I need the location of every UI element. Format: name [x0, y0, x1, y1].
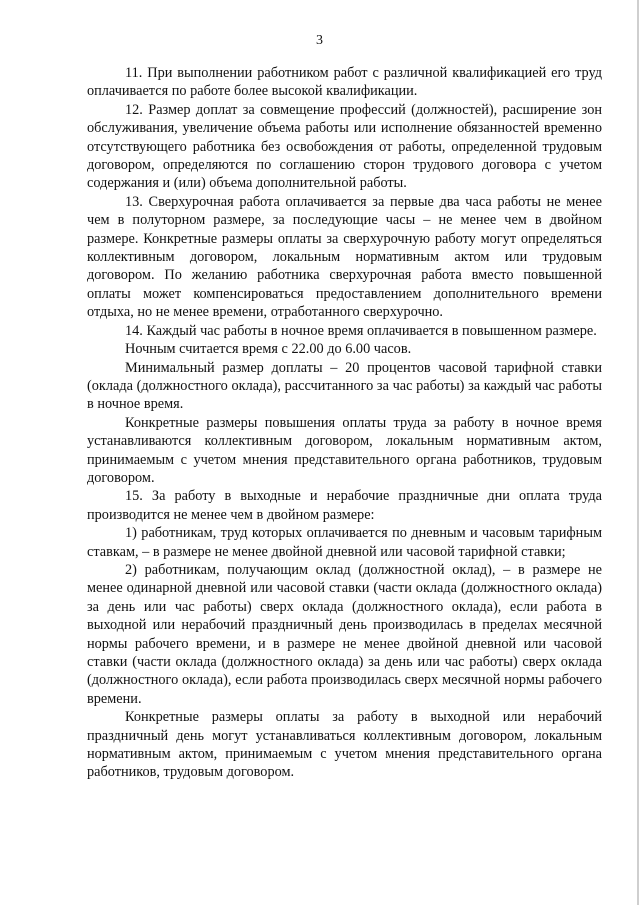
paragraph-15: 15. За работу в выходные и нерабочие праздничные дни оплата труда производится не менее чем в двойном размере:: [87, 488, 602, 523]
page-number: 3: [316, 33, 323, 48]
paragraph-14: 14. Каждый час работы в ночное время оплачивается в повышенном размере.: [125, 322, 597, 339]
paragraph-12: 12. Размер доплат за совмещение профессий (должностей), расширение зон обслуживания, увеличение объема работы или исполнение обязанностей временно отсутствующего работника без освобождения от работы, определенной трудовым договором, определяются по соглашению сторон трудового договора с учетом содержания и (или) объема дополнительной работы.: [87, 101, 602, 192]
list-item-2: 2) работникам, получающим оклад (должностной оклад), – в размере не менее одинарной дневной или часовой ставки (части оклада (должностного оклада) за день или час работы) сверх оклада (должностного оклада), если работа в выходной или нерабочий праздничный день производилась в пределах месячной нормы рабочего времени, и в размере не менее двойной дневной или часовой ставки (части оклада (должностного оклада) за день или час работы) сверх оклада (должностного оклада), если работа производилась сверх месячной нормы рабочего времени.: [87, 561, 602, 707]
paragraph-11: 11. При выполнении работником работ с различной квалификацией его труд оплачивается по работе более высокой квалификации.: [87, 65, 602, 100]
document-body: [87, 64, 602, 782]
paragraph-night-pay-rates: Конкретные размеры повышения оплаты труда за работу в ночное время устанавливаются коллективным договором, локальным нормативным актом, принимаемым с учетом мнения представительного органа работников, трудовым договором.: [87, 414, 602, 486]
paragraph-holiday-pay-rates: Конкретные размеры оплаты за работу в выходной или нерабочий праздничный день могут устанавливаться коллективным договором, локальным нормативным актом, принимаемым с учетом мнения представительного органа работников, трудовым договором.: [87, 709, 602, 781]
paragraph-minimum-surcharge: Минимальный размер доплаты – 20 процентов часовой тарифной ставки (оклада (должностного оклада), рассчитанного за час работы) за каждый час работы в ночное время.: [87, 359, 602, 413]
paragraph-night-time: Ночным считается время с 22.00 до 6.00 часов.: [125, 341, 412, 358]
list-item-1: 1) работникам, труд которых оплачивается по дневным и часовым тарифным ставкам, – в размере не менее двойной дневной или часовой тарифной ставки;: [87, 525, 602, 560]
paragraph-13: 13. Сверхурочная работа оплачивается за первые два часа работы не менее чем в полуторном размере, за последующие часы – не менее чем в двойном размере. Конкретные размеры оплаты за сверхурочную работу могут определяться коллективным договором, локальным нормативным актом или трудовым договором. По желанию работника сверхурочная работа вместо повышенной оплаты может компенсироваться предоставлением дополнительного времени отдыха, но не менее времени, отработанного сверхурочно.: [87, 193, 602, 321]
